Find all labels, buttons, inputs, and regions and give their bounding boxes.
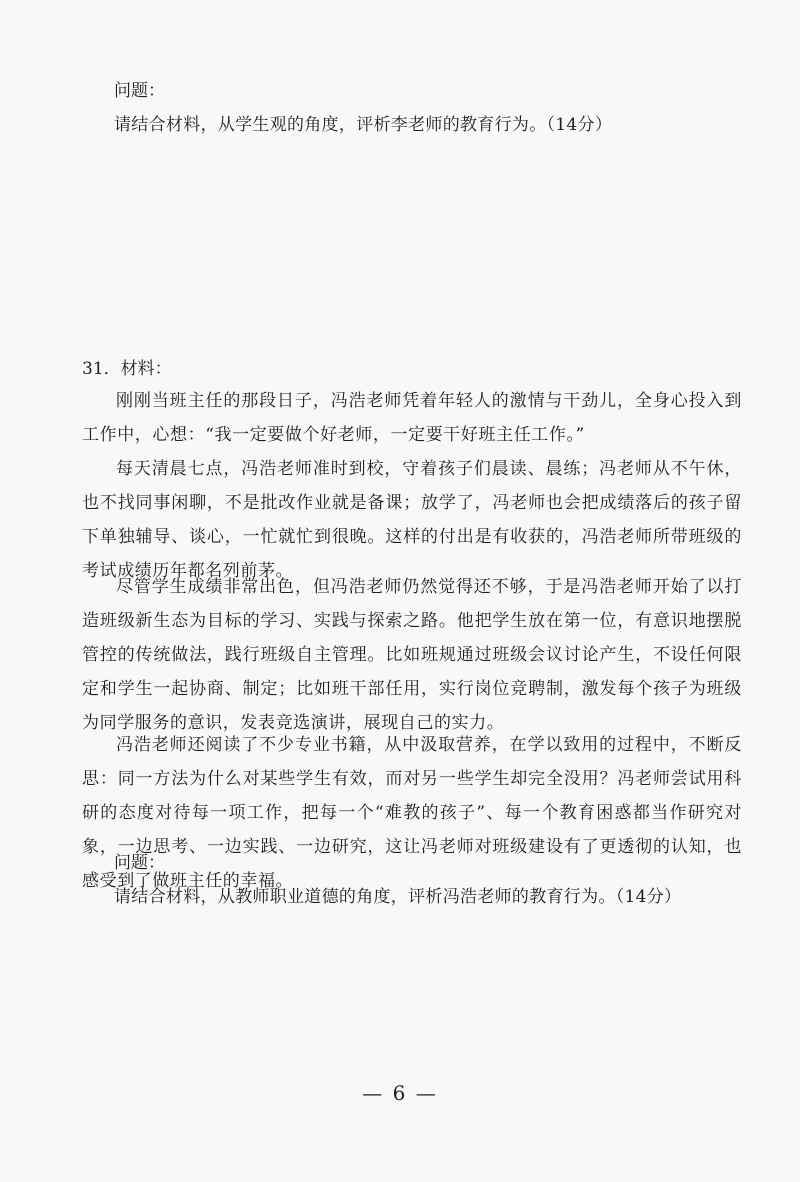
q31-paragraph-1: 刚刚当班主任的那段日子，冯浩老师凭着年轻人的激情与干劲儿，全身心投入到工作中，心想：“我一定要做个好老师，一定要干好班主任工作。” xyxy=(82,391,742,445)
page-number: — 6 — xyxy=(362,1081,438,1105)
q31-question-label: 问题： xyxy=(114,853,165,873)
q31-heading: 31．材料： xyxy=(82,359,172,379)
q31-paragraph-2: 每天清晨七点，冯浩老师准时到校，守着孩子们晨读、晨练；冯老师从不午休，也不找同事闲聊，不是批改作业就是备课；放学了，冯老师也会把成绩落后的孩子留下单独辅导、谈心，一忙就忙到很晚。这样的付出是有收获的，冯浩老师所带班级的考试成绩历年都名列前茅。 xyxy=(82,459,742,581)
q31-paragraph-3: 尽管学生成绩非常出色，但冯浩老师仍然觉得还不够，于是冯浩老师开始了以打造班级新生态为目标的学习、实践与探索之路。他把学生放在第一位，有意识地摆脱管控的传统做法，践行班级自主管理。比如班规通过班级会议讨论产生，不设任何限定和学生一起协商、制定；比如班干部任用，实行岗位竞聘制，激发每个孩子为班级为同学服务的意识，发表竞选演讲，展现自己的实力。 xyxy=(82,577,742,733)
q31-question-text: 请结合材料，从教师职业道德的角度，评析冯浩老师的教育行为。（14分） xyxy=(114,887,682,907)
q30-question-label: 问题： xyxy=(114,81,165,101)
q31-paragraph-4: 冯浩老师还阅读了不少专业书籍，从中汲取营养，在学以致用的过程中，不断反思：同一方法为什么对某些学生有效，而对另一些学生却完全没用？冯老师尝试用科研的态度对待每一项工作，把每一个“难教的孩子”、每一个教育困惑都当作研究对象，一边思考、一边实践、一边研究，这让冯老师对班级建设有了更透彻的认知，也感受到了做班主任的幸福。 xyxy=(82,735,742,891)
q30-question-text: 请结合材料，从学生观的角度，评析李老师的教育行为。（14分） xyxy=(114,115,613,135)
